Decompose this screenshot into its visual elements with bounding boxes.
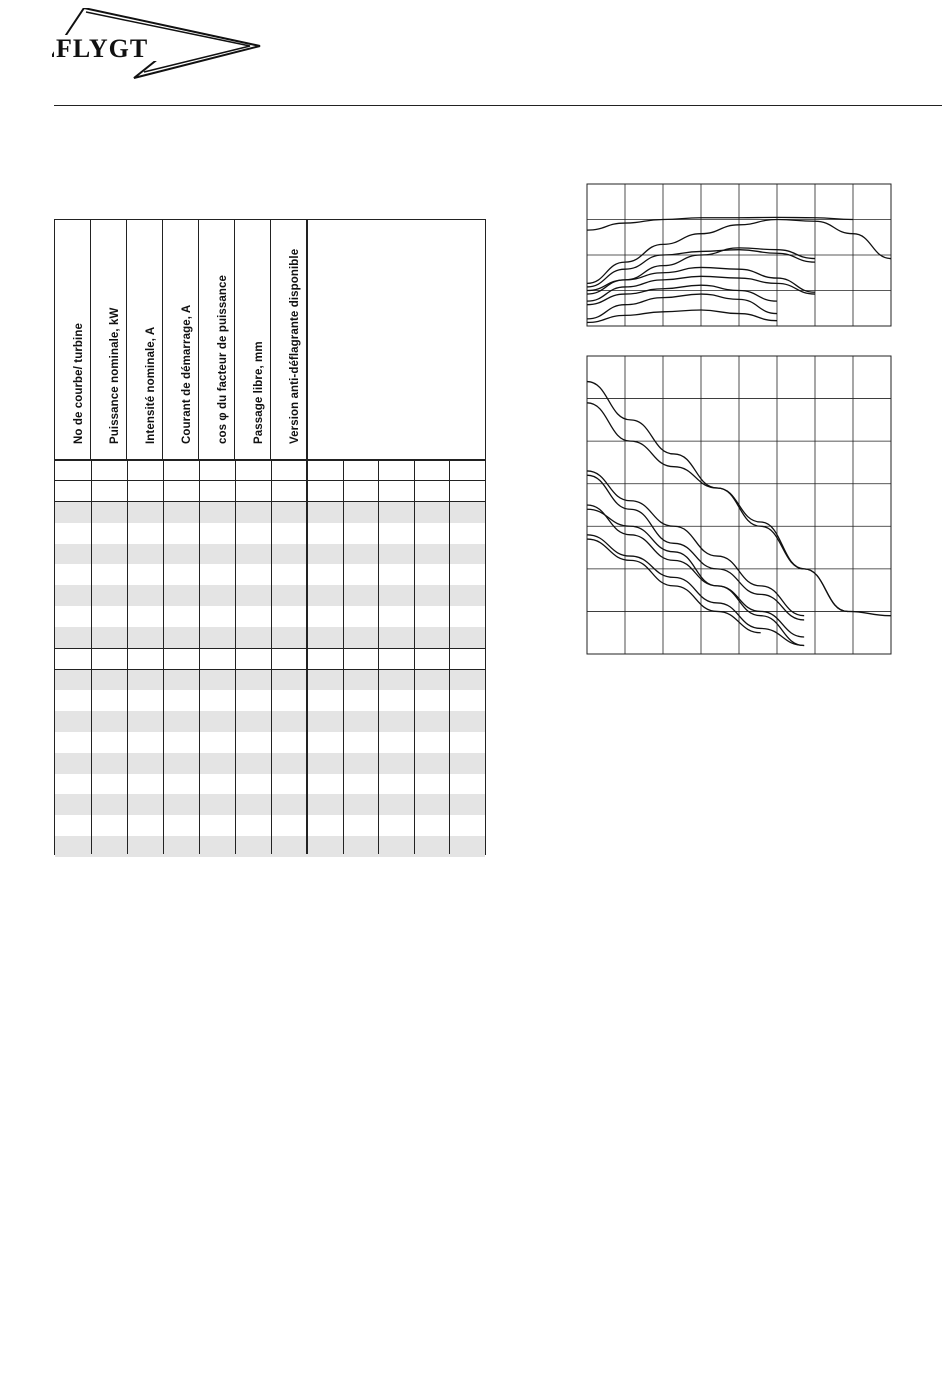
table-row	[55, 753, 485, 774]
col-header-passage	[235, 220, 271, 460]
col-label-passage: Passage libre, mm	[252, 341, 265, 444]
table-row	[55, 564, 485, 585]
column-line	[271, 460, 272, 854]
column-line	[199, 460, 200, 854]
col-label-starting: Courant de démarrage, A	[180, 304, 193, 444]
table-row	[55, 690, 485, 711]
chart-efficiency	[586, 183, 892, 327]
table-row	[55, 836, 485, 857]
table-row	[55, 502, 485, 523]
brand-name: FLYGT	[56, 34, 149, 63]
header-rule	[54, 105, 942, 106]
col-label-power: Puissance nominale, kW	[108, 307, 121, 444]
column-line	[127, 460, 128, 854]
spec-table	[54, 219, 486, 855]
col-header-starting	[163, 220, 199, 460]
col-label-curve: No de courbe/ turbine	[72, 323, 85, 444]
column-line	[163, 460, 164, 854]
table-row	[55, 544, 485, 565]
col-label-explosion: Version anti-déflagrante disponible	[289, 248, 301, 444]
table-row	[55, 627, 485, 648]
column-line	[235, 460, 236, 854]
table-row	[55, 774, 485, 795]
col-header-current	[127, 220, 163, 460]
col-label-current: Intensité nominale, A	[144, 326, 157, 444]
column-line	[449, 460, 450, 854]
col-header-curve	[55, 220, 91, 460]
col-header-power	[91, 220, 127, 460]
table-row	[55, 461, 485, 480]
table-row	[55, 606, 485, 627]
column-line	[378, 460, 379, 854]
section-divider	[55, 480, 485, 502]
column-divider-thick	[306, 220, 308, 854]
table-row	[55, 585, 485, 606]
table-row	[55, 670, 485, 691]
section-divider	[55, 648, 485, 670]
chart-head	[586, 355, 892, 655]
col-label-cosphi: cos φ du facteur de puissance	[216, 275, 229, 444]
column-line	[414, 460, 415, 854]
chart-efficiency-svg	[586, 183, 892, 327]
table-row	[55, 523, 485, 544]
col-header-cosphi	[199, 220, 235, 460]
chart-head-svg	[586, 355, 892, 655]
table-row	[55, 815, 485, 836]
column-line	[343, 460, 344, 854]
table-row	[55, 794, 485, 815]
col-header-explosion	[271, 220, 307, 460]
table-row	[55, 711, 485, 732]
flygt-logo	[52, 8, 262, 80]
column-line	[91, 460, 92, 854]
table-row	[55, 732, 485, 753]
